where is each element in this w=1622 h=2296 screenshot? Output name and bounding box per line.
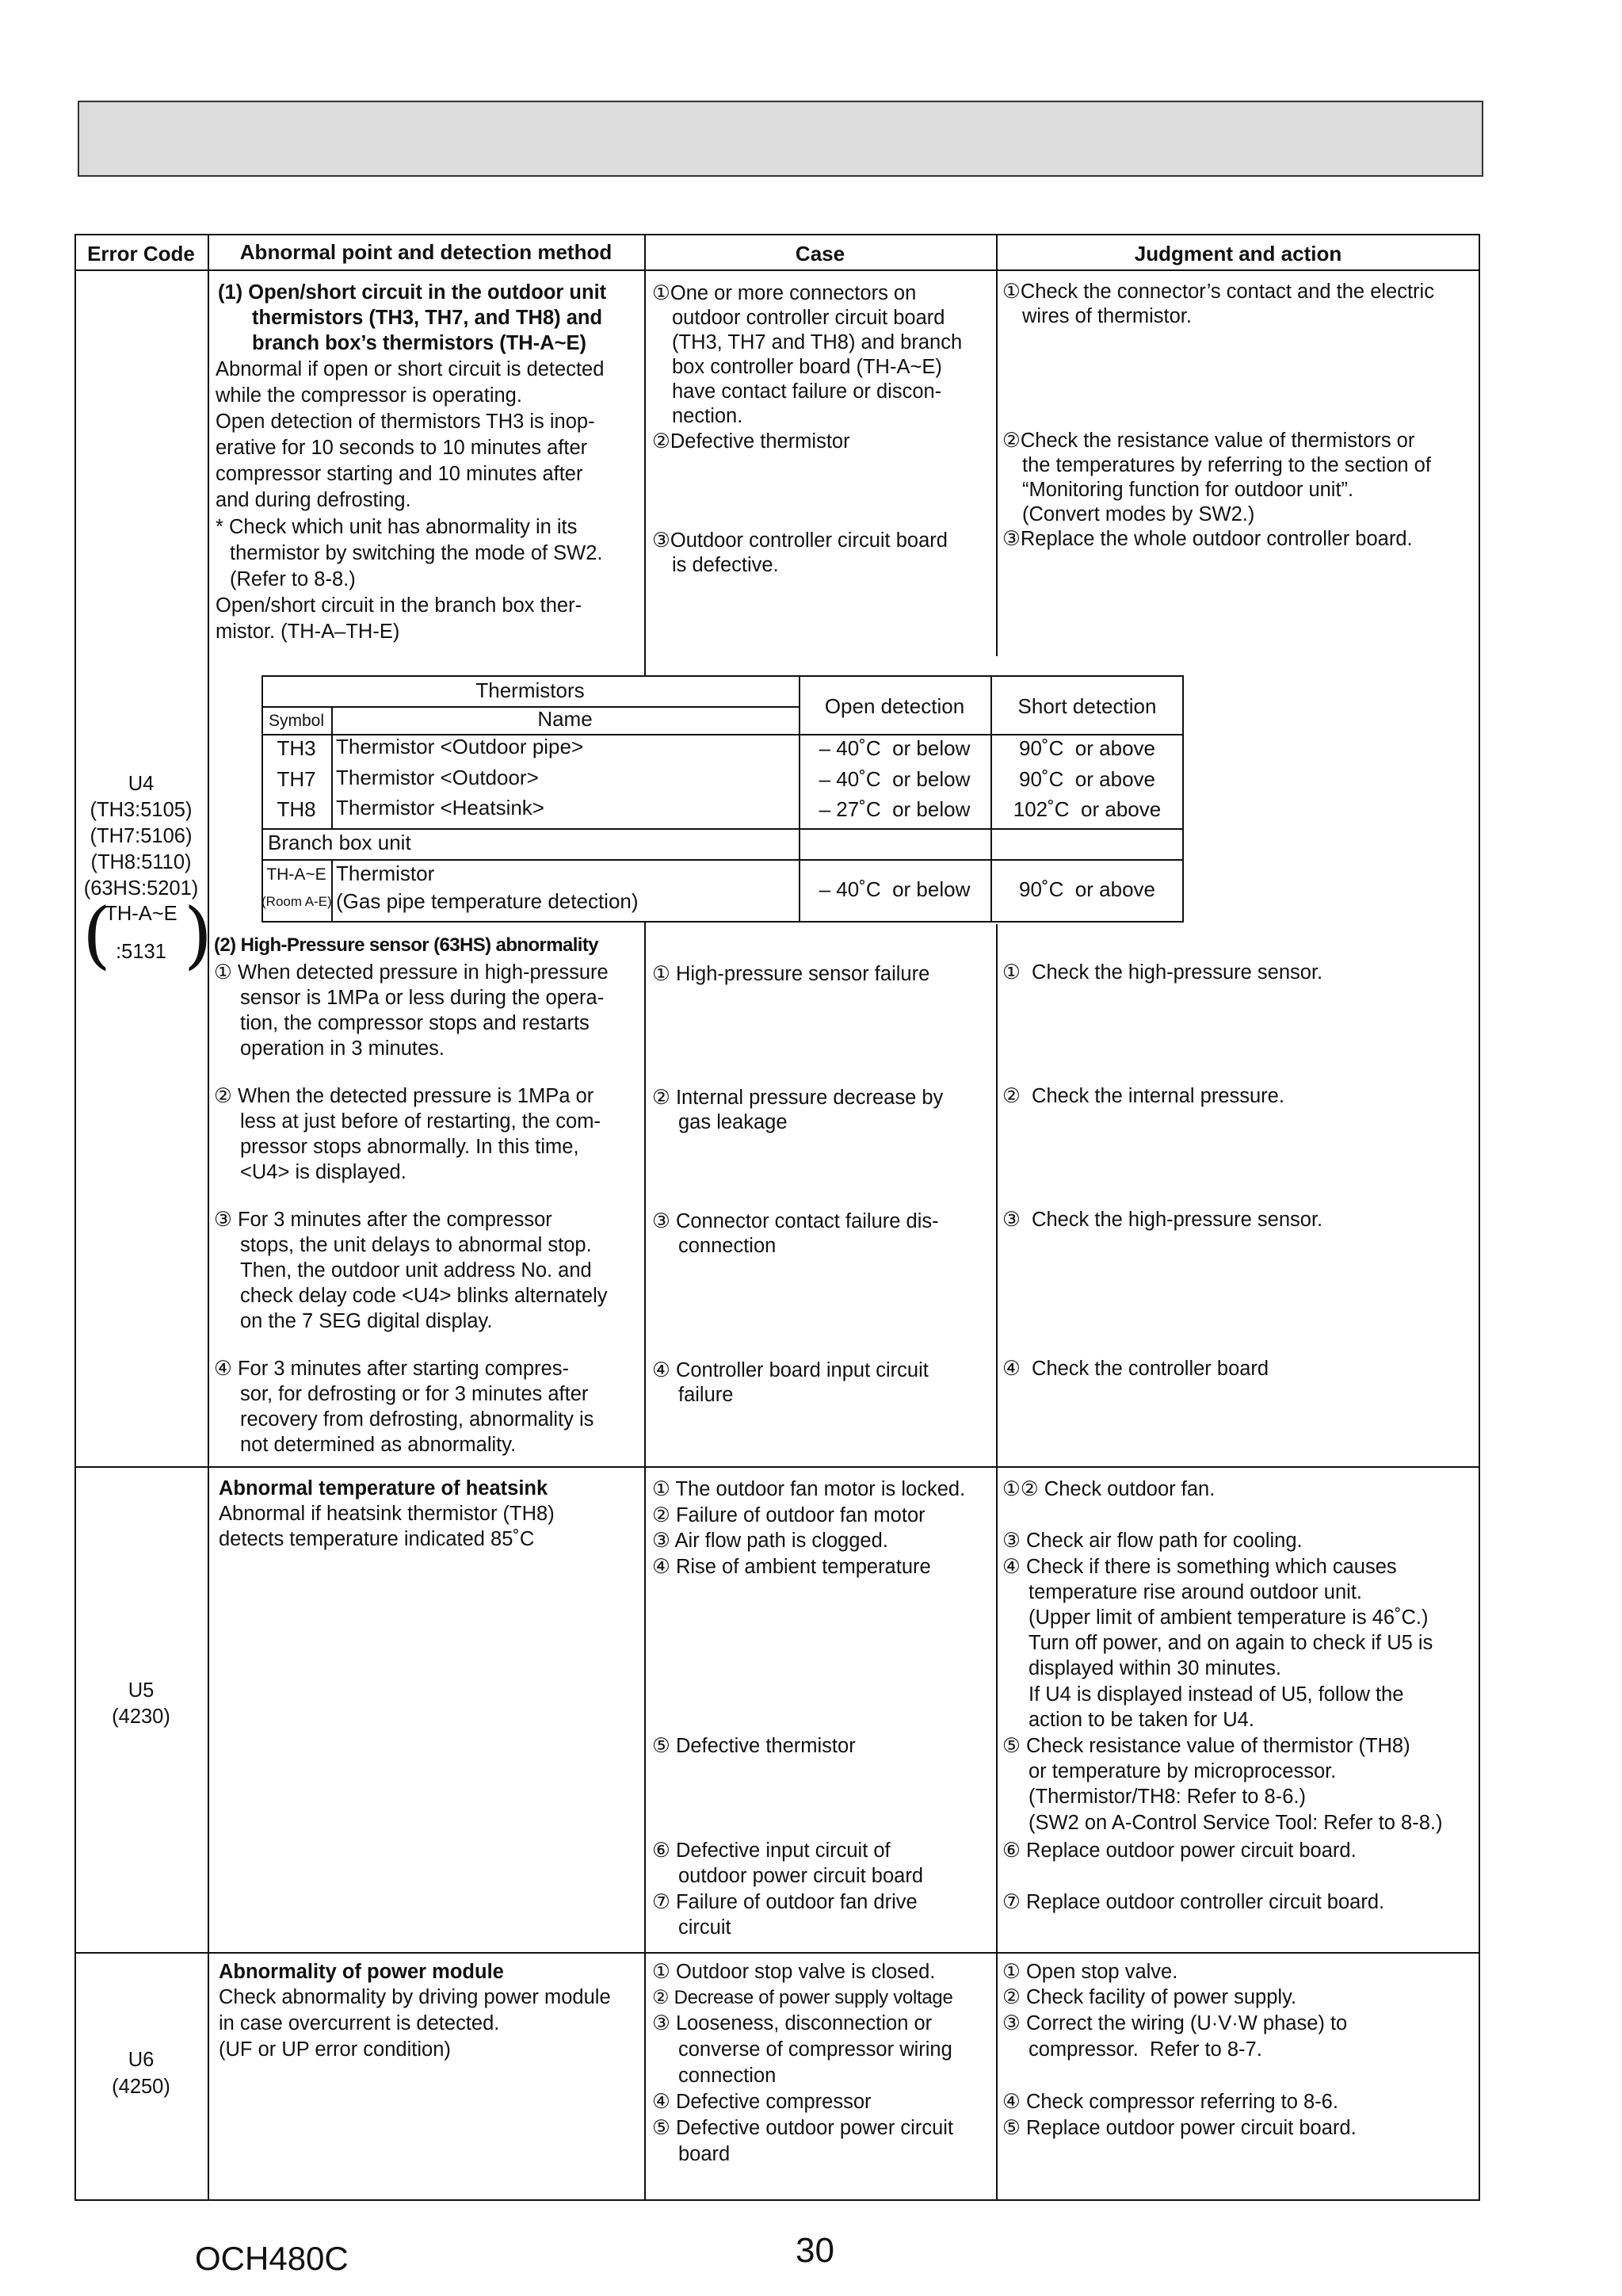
u6-action: ① Open stop valve.: [1002, 1961, 1178, 1983]
u6-detection: Abnormality of power module: [219, 1961, 504, 1983]
thermistor-table-line: [261, 859, 1184, 861]
u4-case-line: outdoor controller circuit board: [672, 307, 945, 329]
u4-s2-action: ② Check the internal pressure.: [1002, 1085, 1284, 1107]
u5-action: (Upper limit of ambient temperature is 46˚C.): [1029, 1606, 1429, 1629]
u4-case-line: nection.: [672, 405, 743, 427]
u4-s2-detection: sensor is 1MPa or less during the opera-: [240, 987, 605, 1009]
u6-case: ① Outdoor stop valve is closed.: [652, 1961, 936, 1983]
u4-detection-line: and during defrosting.: [216, 489, 411, 511]
u4-s2-detection: ② When the detected pressure is 1MPa or: [214, 1085, 594, 1107]
model-number: OCH480C: [195, 2240, 349, 2277]
u4-s2-detection: operation in 3 minutes.: [240, 1037, 445, 1060]
branch-short: 90˚C or above: [1019, 877, 1155, 901]
u4-s2-detection: on the 7 SEG digital display.: [240, 1310, 493, 1332]
error-code-u6-sub: (4250): [112, 2076, 170, 2098]
u4-detection-line: Open/short circuit in the branch box ther-: [216, 594, 582, 617]
u4-detection-line: erative for 10 seconds to 10 minutes after: [216, 437, 588, 459]
u4-s2-detection: <U4> is displayed.: [240, 1161, 406, 1183]
u4-detection-line: thermistor by switching the mode of SW2.: [230, 542, 603, 564]
u5-case: ③ Air flow path is clogged.: [652, 1530, 888, 1552]
u4-detection-line: * Check which unit has abnormality in its: [216, 516, 578, 538]
u5-case: ① The outdoor fan motor is locked.: [652, 1478, 966, 1500]
col-divider: [996, 234, 998, 656]
left-paren: (: [82, 892, 111, 977]
u4-s2-case: gas leakage: [678, 1111, 788, 1133]
thermistors-header: Thermistors: [475, 678, 585, 702]
u5-action: ⑤ Check resistance value of thermistor (TH8): [1002, 1735, 1410, 1757]
branch-name: (Gas pipe temperature detection): [336, 889, 639, 913]
error-code-u4-sub: TH-A~E: [105, 903, 177, 925]
error-code-u4-sub: :5131: [116, 941, 166, 963]
u6-case: ② Decrease of power supply voltage: [652, 1987, 953, 2008]
u4-detection-line: Open detection of thermistors TH3 is inop-: [216, 411, 595, 433]
u6-case: board: [678, 2143, 731, 2165]
u5-action: ①② Check outdoor fan.: [1002, 1478, 1216, 1500]
error-code-u6: U6: [128, 2049, 155, 2071]
thermistor-name: Thermistor <Outdoor>: [336, 766, 539, 789]
u6-case: ③ Looseness, disconnection or: [652, 2012, 933, 2034]
u4-detection-line: compressor starting and 10 minutes after: [216, 463, 583, 485]
u4-s2-detection: stops, the unit delays to abnormal stop.: [240, 1234, 592, 1256]
thermistor-table-line: [331, 859, 333, 923]
u5-action: displayed within 30 minutes.: [1029, 1657, 1281, 1679]
page-header-bar: [78, 101, 1483, 177]
u5-case: circuit: [678, 1916, 731, 1939]
right-paren: ): [184, 892, 212, 977]
error-code-u5-sub: (4230): [112, 1706, 170, 1728]
u4-case-line: is defective.: [672, 554, 779, 576]
u4-action-line: ②Check the resistance value of thermistors or: [1002, 430, 1415, 452]
header-judgment: Judgment and action: [1134, 242, 1342, 266]
u4-s2-detection: recovery from defrosting, abnormality is: [240, 1408, 594, 1431]
u4-action-line: ③Replace the whole outdoor controller board.: [1002, 528, 1413, 550]
error-code-u5: U5: [128, 1679, 155, 1702]
u6-action: ④ Check compressor referring to 8-6.: [1002, 2091, 1338, 2113]
u4-case-line: (TH3, TH7 and TH8) and branch: [672, 331, 963, 353]
u4-s2-detection: Then, the outdoor unit address No. and: [240, 1259, 592, 1282]
u4-s2-detection: pressor stops abnormally. In this time,: [240, 1136, 579, 1158]
u4-s2-case: ② Internal pressure decrease by: [652, 1087, 944, 1109]
u4-s2-detection: not determined as abnormality.: [240, 1434, 517, 1456]
u4-s2-case: connection: [678, 1235, 777, 1257]
u5-case: outdoor power circuit board: [678, 1865, 924, 1887]
u5-case: ⑤ Defective thermistor: [652, 1735, 856, 1757]
error-code-u4-sub: (63HS:5201): [83, 877, 199, 900]
u4-detection-line: (Refer to 8-8.): [230, 568, 356, 590]
u4-case-line: ③Outdoor controller circuit board: [652, 529, 948, 552]
header-detection: Abnormal point and detection method: [239, 240, 613, 264]
u4-action-line: the temperatures by referring to the section of: [1022, 454, 1431, 476]
u4-section2-title: (2) High-Pressure sensor (63HS) abnormality: [214, 934, 599, 956]
u4-action-line: “Monitoring function for outdoor unit”.: [1022, 479, 1354, 501]
thermistor-name: Thermistor <Outdoor pipe>: [336, 735, 584, 758]
thermistor-open: – 40˚C or below: [819, 767, 971, 791]
thermistor-short: 90˚C or above: [1019, 767, 1155, 791]
u5-action: ④ Check if there is something which causes: [1002, 1556, 1397, 1578]
thermistor-symbol: TH7: [277, 767, 316, 791]
u4-case-line: box controller board (TH-A~E): [672, 356, 942, 378]
thermistor-open: – 27˚C or below: [819, 797, 971, 821]
header-case: Case: [795, 242, 845, 266]
u4-action-line: ①Check the connector’s contact and the electric: [1002, 281, 1434, 303]
open-detection-header: Open detection: [824, 694, 965, 718]
thermistor-short: 102˚C or above: [1013, 797, 1162, 821]
branch-symbol: TH-A~E: [266, 865, 326, 884]
name-header: Name: [537, 707, 593, 731]
u4-case-line: have contact failure or discon-: [672, 380, 942, 403]
u5-action: If U4 is displayed instead of U5, follow the: [1029, 1683, 1404, 1706]
u6-action: ⑤ Replace outdoor power circuit board.: [1002, 2117, 1357, 2139]
u6-detection: Check abnormality by driving power module: [219, 1986, 611, 2008]
col-divider: [996, 924, 998, 2201]
error-code-u4-sub: (TH3:5105): [90, 799, 193, 821]
u5-action: or temperature by microprocessor.: [1029, 1760, 1337, 1782]
u6-action: ② Check facility of power supply.: [1002, 1986, 1297, 2008]
symbol-header: Symbol: [268, 712, 325, 730]
u4-detection-line: mistor. (TH-A–TH-E): [216, 621, 400, 643]
u4-case-line: ②Defective thermistor: [652, 430, 850, 453]
u4-case-line: ①One or more connectors on: [652, 282, 917, 304]
u5-action: action to be taken for U4.: [1029, 1709, 1254, 1731]
u5-case: ⑥ Defective input circuit of: [652, 1839, 891, 1862]
u5-action: ⑥ Replace outdoor power circuit board.: [1002, 1839, 1357, 1862]
u4-detection-line: branch box’s thermistors (TH-A~E): [252, 332, 586, 354]
u5-action: (SW2 on A-Control Service Tool: Refer to 8-8.): [1029, 1812, 1443, 1834]
u4-s2-detection: sor, for defrosting or for 3 minutes after: [240, 1383, 589, 1405]
u5-detection: detects temperature indicated 85˚C: [219, 1528, 535, 1550]
branch-box-label: Branch box unit: [268, 831, 411, 854]
u4-detection-line: while the compressor is operating.: [216, 384, 522, 407]
error-code-u4: U4: [128, 773, 155, 795]
u6-case: converse of compressor wiring: [678, 2038, 952, 2061]
u6-detection: in case overcurrent is detected.: [219, 2012, 500, 2034]
u6-action: compressor. Refer to 8-7.: [1029, 2038, 1262, 2061]
row-divider: [74, 269, 1480, 271]
u6-action: ③ Correct the wiring (U·V·W phase) to: [1002, 2012, 1348, 2034]
u5-action: ⑦ Replace outdoor controller circuit board.: [1002, 1891, 1385, 1913]
u4-s2-case: failure: [678, 1384, 734, 1406]
u4-s2-action: ④ Check the controller board: [1002, 1358, 1269, 1380]
u4-s2-detection: tion, the compressor stops and restarts: [240, 1012, 590, 1034]
u5-action: Turn off power, and on again to check if U5 is: [1029, 1632, 1433, 1654]
u5-case: ⑦ Failure of outdoor fan drive: [652, 1891, 918, 1913]
u5-action: temperature rise around outdoor unit.: [1029, 1581, 1362, 1603]
u4-s2-detection: check delay code <U4> blinks alternately: [240, 1285, 608, 1307]
page-number: 30: [796, 2231, 834, 2270]
u5-detection: Abnormal if heatsink thermistor (TH8): [219, 1503, 555, 1525]
col-divider: [644, 924, 646, 2201]
branch-symbol-sub: (Room A-E): [261, 894, 332, 909]
branch-name: Thermistor: [336, 861, 435, 885]
short-detection-header: Short detection: [1017, 694, 1157, 718]
u5-action: ③ Check air flow path for cooling.: [1002, 1530, 1303, 1552]
thermistor-short: 90˚C or above: [1019, 736, 1155, 760]
u4-detection-line: thermistors (TH3, TH7, and TH8) and: [252, 307, 603, 329]
header-error-code: Error Code: [87, 242, 195, 266]
thermistor-table-line: [261, 828, 1184, 830]
branch-open: – 40˚C or below: [819, 877, 971, 901]
u4-s2-case: ④ Controller board input circuit: [652, 1359, 929, 1381]
thermistor-name: Thermistor <Heatsink>: [336, 796, 544, 819]
u6-case: ⑤ Defective outdoor power circuit: [652, 2117, 954, 2139]
u6-case: ④ Defective compressor: [652, 2091, 872, 2113]
row-divider: [74, 1466, 1480, 1468]
error-code-u4-sub: (TH8:5110): [90, 851, 192, 873]
u4-action-line: (Convert modes by SW2.): [1022, 503, 1255, 525]
u4-s2-action: ③ Check the high-pressure sensor.: [1002, 1209, 1323, 1231]
u6-detection: (UF or UP error condition): [219, 2038, 451, 2061]
thermistor-symbol: TH8: [277, 797, 316, 821]
u4-s2-action: ① Check the high-pressure sensor.: [1002, 961, 1323, 984]
thermistor-open: – 40˚C or below: [819, 736, 971, 760]
row-divider: [74, 1952, 1480, 1954]
error-code-u4-sub: (TH7:5106): [90, 825, 193, 847]
u4-detection-line: Abnormal if open or short circuit is detected: [216, 358, 605, 380]
u4-s2-case: ③ Connector contact failure dis-: [652, 1210, 939, 1232]
thermistor-symbol: TH3: [277, 736, 316, 760]
col-divider: [208, 234, 209, 2201]
u5-case: ④ Rise of ambient temperature: [652, 1556, 931, 1578]
u4-s2-detection: ③ For 3 minutes after the compressor: [214, 1209, 552, 1231]
u4-s2-detection: ① When detected pressure in high-pressure: [214, 961, 609, 984]
u5-action: (Thermistor/TH8: Refer to 8-6.): [1029, 1786, 1306, 1808]
u4-action-line: wires of thermistor.: [1022, 305, 1192, 327]
u4-s2-case: ① High-pressure sensor failure: [652, 963, 930, 985]
u6-case: connection: [678, 2065, 777, 2087]
u4-s2-detection: less at just before of restarting, the com-: [240, 1110, 601, 1133]
u4-detection-line: (1) Open/short circuit in the outdoor unit: [218, 281, 607, 304]
u4-s2-detection: ④ For 3 minutes after starting compres-: [214, 1358, 570, 1380]
u5-case: ② Failure of outdoor fan motor: [652, 1504, 925, 1526]
u5-detection: Abnormal temperature of heatsink: [219, 1477, 548, 1499]
